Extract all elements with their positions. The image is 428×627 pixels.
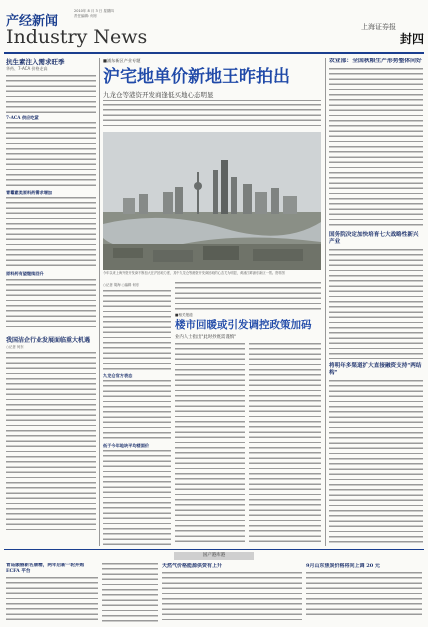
right-column (329, 58, 423, 546)
body-text (329, 380, 423, 546)
body-text (175, 282, 321, 310)
section-title-english: Industry News (6, 26, 148, 48)
section-title: 产经新闻 (6, 14, 59, 29)
page-label: 封四 (399, 32, 424, 46)
section-heading: 低于今年地块平均楼面价 (103, 443, 150, 449)
article-title: 将明年多渠道扩大直接融资支持"两结构" (329, 363, 422, 377)
main-subheadline: 九龙仓等港资开发商逢低买地心态明显 (103, 91, 214, 99)
body-text (103, 290, 171, 370)
date-line (74, 9, 114, 19)
date-text: 2010年 8 月 3 日 星期四 (74, 9, 114, 13)
headline-rule (103, 100, 321, 101)
editor-text: 责任编辑: 何东 (74, 14, 98, 18)
skyline-image (103, 132, 321, 270)
body-text (103, 380, 171, 440)
section-heading: 青霉素类原料药需求增加 (6, 190, 53, 196)
body-text (103, 450, 171, 546)
article-title: 我国洁企行业发展面临重大机遇 (6, 336, 91, 344)
masthead-rule (4, 52, 424, 54)
byline: ○记者 胡海 ○编辑 何东 (103, 283, 140, 287)
body-text (6, 577, 98, 623)
secondary-headline: 楼市回暖或引发调控政策加码 (175, 319, 312, 331)
topic-tag: ■浦东新区产业专题 (103, 58, 141, 63)
byline: ○记者 何东 (6, 345, 24, 350)
body-text (329, 68, 423, 228)
article-title: 国务院决定加快培育七大战略性新兴产业 (329, 232, 419, 246)
body-text (329, 249, 423, 359)
related-tag: ■相关报道 (175, 313, 193, 317)
bottom-section-bar (4, 552, 424, 561)
paper-name: 上海证券报 (361, 23, 396, 31)
article-title: 9月山东焦炭价格将向上调 20 元 (306, 563, 380, 569)
article-subtitle: 华药、7-ACA 价格走高 (6, 66, 48, 71)
article-title: 农业部：全国秋粮生产形势整体向好 (329, 58, 422, 64)
body-text (162, 572, 302, 622)
body-text (102, 563, 158, 623)
bottom-rule (4, 549, 424, 550)
body-text (6, 122, 96, 188)
body-text (306, 572, 422, 616)
article-title: 天然气价格能源供资有上升 (162, 563, 223, 569)
bottom-column-3 (306, 563, 422, 623)
bottom-column-2 (162, 563, 302, 623)
section-heading: 原料药有望继续回升 (6, 271, 44, 277)
section-heading: 九龙仓官方表态 (103, 373, 133, 378)
secondary-subheadline: 业内人士指出"此时抄底需谨慎" (175, 335, 237, 340)
body-text (249, 343, 321, 546)
column-divider (325, 58, 326, 546)
photo-caption: 今年以来上海外资开发商不断加大在沪拍地力度，其中九龙仓等港资开发商拍地的心态尤为明显，黄浦江畔浦东新区一景。资料图 (103, 271, 285, 275)
section-heading: 7-ACA 供应吃紧 (6, 115, 39, 120)
body-text (175, 343, 245, 546)
bottom-section-label: 国产港库港 (174, 552, 254, 560)
body-text (6, 352, 96, 532)
city-skyline-photo (103, 132, 321, 270)
bottom-column-1 (6, 563, 98, 623)
article-title: 抗生素注入需求旺季 (6, 58, 65, 66)
body-text (6, 197, 96, 269)
left-column (6, 58, 96, 546)
center-left-column (103, 282, 171, 546)
column-divider (99, 58, 100, 546)
masthead (4, 4, 424, 52)
body-text (6, 279, 96, 331)
article-title: 青岛颐丽新名康精，两年后新一轮并购 ECFA 平台 (6, 563, 85, 574)
body-text (103, 104, 321, 130)
body-text (6, 75, 96, 113)
main-headline: 沪宅地单价新地王昨拍出 (103, 67, 290, 87)
